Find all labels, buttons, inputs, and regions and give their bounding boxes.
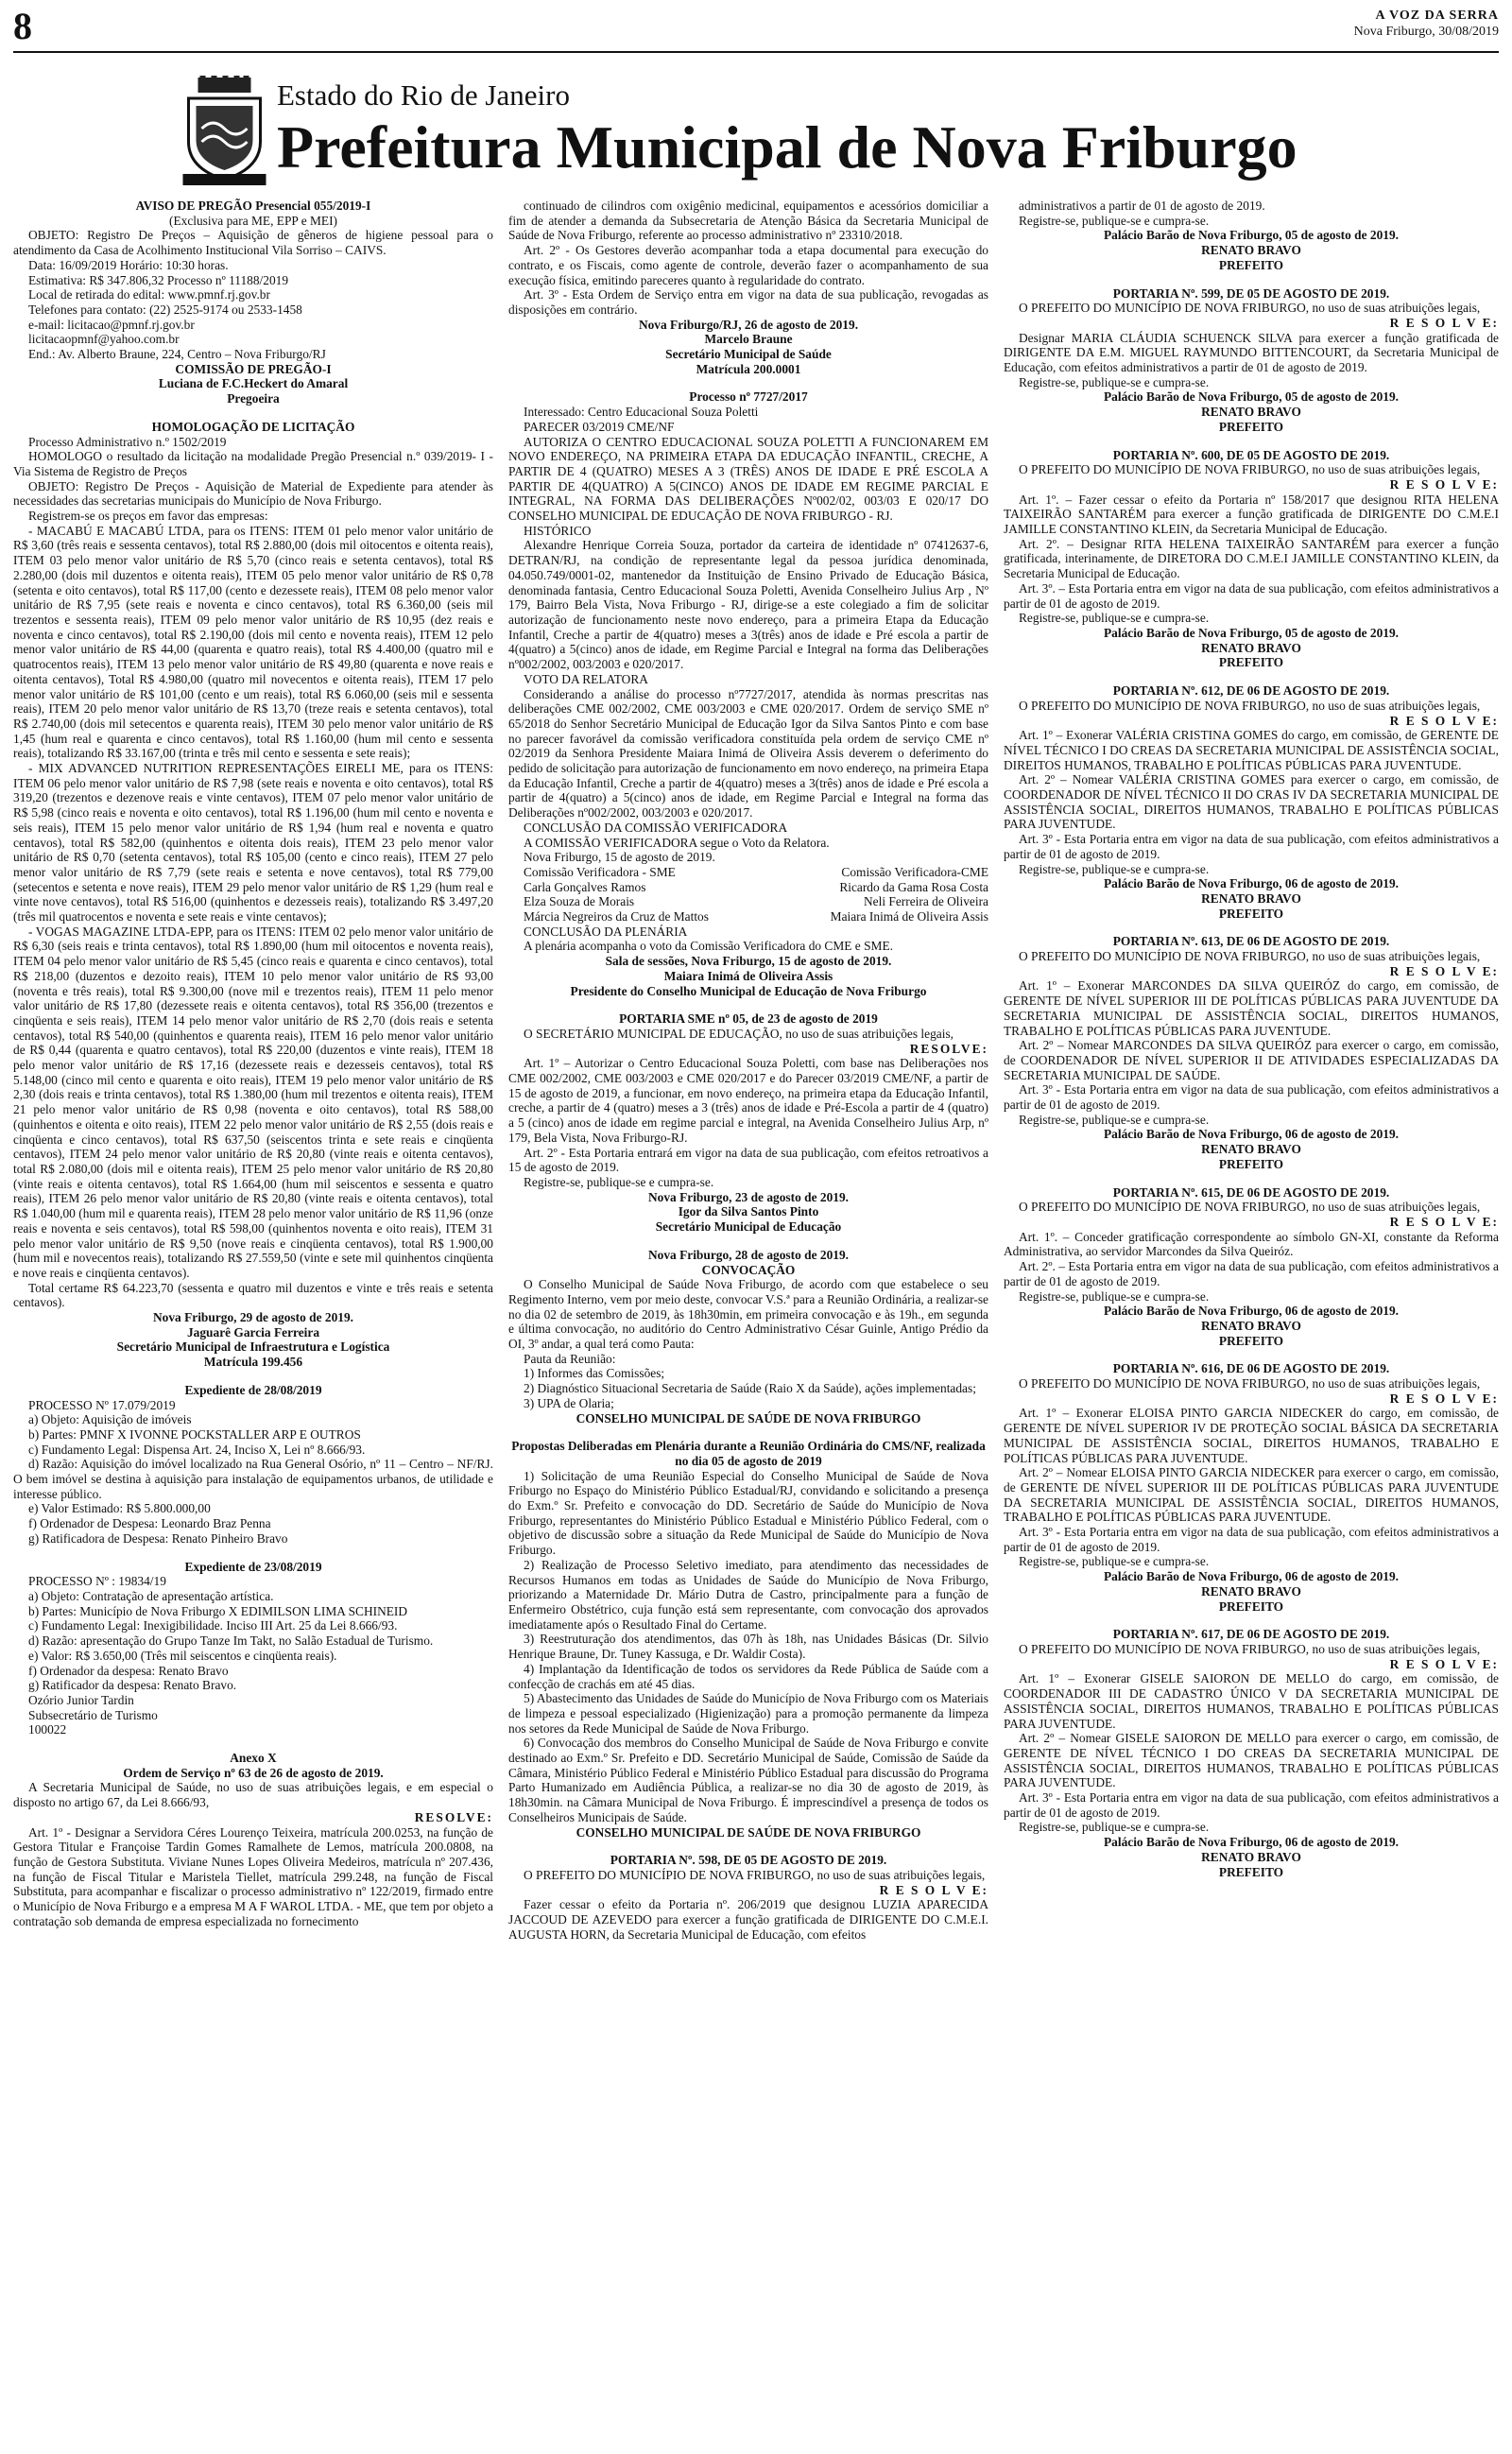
paragraph: continuado de cilindros com oxigênio medicinal, equipamentos e acessórios domiciliar a fim de atender a demanda da Subsecretaria de Atenção Básica da Secretaria Municipal de Saúde de Nova Friburgo, referente ao processo administrativo nº 23310/2018. bbox=[508, 199, 988, 243]
section-heading: Ordem de Serviço nº 63 de 26 de agosto de 2019. bbox=[123, 1765, 384, 1780]
paragraph: PROCESSO Nº 17.079/2019 bbox=[28, 1397, 176, 1412]
paragraph: - MACABÚ E MACABÚ LTDA, para os ITENS: ITEM 01 pelo menor valor unitário de R$ 3,60 (três reais e sessenta centavos), total R$ 2.880,00 (dois mil oitocentos e oitenta reais), ITEM 03 pelo menor valor unitário de R$ 5,70 (cinco reais e setenta centavos), total R$ 2.280,00 (dois mil duzentos e oitenta reais), ITEM 05 pelo menor valor unitário de R$ 0,78 (setenta e oito centavos), total R$ 117,00 (cento e dezessete reais), ITEM 08 pelo menor valor unitário de R$ 7,95 (sete reais e noventa e cinco centavos), total R$ 6.360,00 (seis mil trezentos e sessenta reais), ITEM 09 pelo menor valor unitário de R$ 10,95 (dez reais e noventa e cinco centavos), total R$ 2.190,00 (dois mil cento e noventa reais), ITEM 12 pelo menor valor unitário de R$ 44,00 (quarenta e quatro reais), total R$ 4.400,00 (quatro mil e quatrocentos reais), ITEM 13 pelo menor valor unitário de R$ 49,80 (quarenta e nove reais e oitenta centavos), Total R$ 4.980,00 (quatro mil novecentos e oitenta reais), ITEM 17 pelo menor valor unitário de R$ 101,00 (cento e um reais), total R$ 6.060,00 (seis mil e sessenta reais), ITEM 20 pelo menor valor unitário de R$ 13,70 (treze reais e setenta centavos), total R$ 2.740,00 (dois mil setecentos e quarenta reais), ITEM 30 pelo menor valor unitário de R$ 1,45 (hum real e quarenta e cinco centavos), total R$ 1.160,00 (hum mil cento e sessenta reais), totalizando R$ 33.167,00 (trinta e três mil cento e sessenta e sete reais); bbox=[13, 523, 493, 761]
section-heading: HOMOLOGAÇÃO DE LICITAÇÃO bbox=[151, 419, 355, 434]
signature-right: Comissão Verificadora-CME bbox=[841, 864, 988, 879]
paragraph: VOTO DA RELATORA bbox=[524, 671, 648, 686]
section-heading: Jaguarê Garcia Ferreira bbox=[186, 1324, 320, 1339]
spacer bbox=[13, 1370, 493, 1383]
section-heading: RENATO BRAVO bbox=[1201, 1142, 1301, 1157]
resolve-heading: R E S O L V E: bbox=[1389, 713, 1499, 728]
paragraph: Subsecretário de Turismo bbox=[28, 1707, 158, 1722]
paragraph: 3) UPA de Olaria; bbox=[524, 1395, 614, 1410]
section-heading: Presidente do Conselho Municipal de Educação de Nova Friburgo bbox=[570, 983, 927, 998]
paragraph: 1) Solicitação de uma Reunião Especial do Conselho Municipal de Saúde de Nova Friburgo no Espaço do Ministério Público Estadual/RJ, convidando e solicitando a presença do Exm.º Sr. Prefeito e convocação do DD. Secretário de Saúde do Município de Nova Friburgo, representantes do Ministério Público Estadual e Ministério Público Federal, com o objetivo de discussão sobre a situação da Rede Municipal de Saúde do Município de Nova Friburgo. bbox=[508, 1468, 988, 1558]
section-heading: AVISO DE PREGÃO Presencial 055/2019-I bbox=[135, 199, 371, 213]
paragraph: HOMOLOGO o resultado da licitação na modalidade Pregão Presencial n.º 039/2019- I - Via Sistema de Registro de Preços bbox=[13, 449, 493, 478]
paragraph: e) Valor: R$ 3.650,00 (Três mil seiscentos e cinqüenta reais). bbox=[28, 1648, 337, 1663]
section-heading: RENATO BRAVO bbox=[1201, 890, 1301, 906]
paragraph: a) Objeto: Contratação de apresentação artística. bbox=[28, 1588, 274, 1603]
section-heading: Secretário Municipal de Saúde bbox=[665, 347, 832, 362]
signature-left: Comissão Verificadora - SME bbox=[524, 864, 676, 879]
paragraph: CONCLUSÃO DA PLENÁRIA bbox=[524, 924, 688, 939]
paragraph: Art. 2º – Nomear VALÉRIA CRISTINA GOMES para exercer o cargo, em comissão, de COORDENADOR DE NÍVEL TÉCNICO II DO CRAS IV DA SECRETARIA MUNICIPAL DE ASSISTÊNCIA SOCIAL, DIREITOS HUMANOS, TRABALHO E POLÍTICAS PÚBLICAS PARA JUVENTUDE. bbox=[1004, 772, 1499, 832]
paragraph: A Secretaria Municipal de Saúde, no uso de suas atribuições legais, e em especial o disposto no artigo 67, da Lei 8.666/93, bbox=[13, 1780, 493, 1810]
paragraph: Registre-se, publique-se e cumpra-se. bbox=[1019, 213, 1210, 228]
paragraph: O PREFEITO DO MUNICÍPIO DE NOVA FRIBURGO, no uso de suas atribuições legais, bbox=[1019, 1376, 1481, 1391]
paragraph: Art. 1º – Exonerar MARCONDES DA SILVA QUEIRÓZ do cargo, em comissão, de GERENTE DE NÍVEL SUPERIOR III DE POLÍTICAS PÚBLICAS PARA JUVENTUDE DA SECRETARIA MUNICIPAL DE ASSISTÊNCIA SOCIAL, DIREITOS HUMANOS, TRABALHO E POLÍTICAS PÚBLICAS PARA JUVENTUDE. bbox=[1004, 978, 1499, 1038]
section-heading: PORTARIA Nº. 616, DE 06 DE AGOSTO DE 2019. bbox=[1112, 1361, 1390, 1376]
paragraph: 6) Convocação dos membros do Conselho Municipal de Saúde de Nova Friburgo e convite destinado ao Exm.º Sr. Prefeito e DD. Secretário Municipal de Saúde, Comissão de Saúde da Câmara, Ministério Público Federal e Ministério Público Estadual para discussão do Programa Parto Humanizado em Audiência Pública, a realizar-se no dia 30 de agosto de 2019, às 18h30min. na Câmara Municipal de Nova Friburgo. É imprescindível a presença de todos os Conselheiros Municipais de Saúde. bbox=[508, 1736, 988, 1824]
coat-of-arms-icon bbox=[175, 76, 274, 187]
article-columns bbox=[13, 199, 1499, 2448]
paragraph: Art. 3º - Esta Portaria entra em vigor na data de sua publicação, com efeitos administrativos a partir de 01 de agosto de 2019. bbox=[1004, 832, 1499, 861]
section-heading: Secretário Municipal de Educação bbox=[655, 1219, 842, 1235]
spacer bbox=[13, 406, 493, 420]
section-heading: Secretário Municipal de Infraestrutura e Logística bbox=[116, 1339, 390, 1355]
resolve-heading: RESOLVE: bbox=[909, 1041, 988, 1056]
paragraph: O PREFEITO DO MUNICÍPIO DE NOVA FRIBURGO, no uso de suas atribuições legais, bbox=[1019, 301, 1481, 316]
paragraph: Art. 2º - Os Gestores deverão acompanhar toda a etapa documental para execução do contrato, e os Fiscais, como agente de controle, deverão fazer o acompanhamento de sua execução física, emitindo pareceres quanto à regularidade do contrato. bbox=[508, 243, 988, 287]
section-heading: PREFEITO bbox=[1218, 655, 1284, 670]
paragraph: PROCESSO Nº : 19834/19 bbox=[28, 1574, 166, 1589]
section-heading: Processo nº 7727/2017 bbox=[689, 389, 808, 405]
signature-row bbox=[508, 865, 988, 880]
section-heading: COMISSÃO DE PREGÃO-I bbox=[175, 361, 332, 376]
paragraph: O PREFEITO DO MUNICÍPIO DE NOVA FRIBURGO, no uso de suas atribuições legais, bbox=[1019, 949, 1481, 964]
paragraph: Art. 3º - Esta Portaria entra em vigor na data de sua publicação, com efeitos administrativos a partir de 01 de agosto de 2019. bbox=[1004, 1790, 1499, 1820]
column-1 bbox=[13, 199, 493, 2439]
signature-row bbox=[508, 894, 988, 909]
section-heading: PREFEITO bbox=[1218, 419, 1284, 434]
section-heading: Palácio Barão de Nova Friburgo, 06 de agosto de 2019. bbox=[1103, 876, 1400, 891]
signature-left: Márcia Negreiros da Cruz de Mattos bbox=[524, 909, 709, 925]
paragraph: Registre-se, publique-se e cumpra-se. bbox=[1019, 1112, 1210, 1127]
resolve-heading: R E S O L V E: bbox=[1389, 1656, 1499, 1671]
paragraph: Art. 2º - Esta Portaria entrará em vigor na data de sua publicação, com efeitos retroativos a 15 de agosto de 2019. bbox=[508, 1145, 988, 1175]
resolve-heading: R E S O L V E: bbox=[1389, 963, 1499, 978]
paragraph: Art. 2º. – Esta Portaria entra em vigor na data de sua publicação, com efeitos administrativos a partir de 01 de agosto de 2019. bbox=[1004, 1259, 1499, 1288]
column-2 bbox=[508, 199, 988, 2439]
spacer bbox=[1004, 435, 1499, 448]
paragraph: 3) Reestruturação dos atendimentos, das 07h às 18h, nas Unidades Básicas (Dr. Silvio Henrique Braune, Dr. Tuney Kassuga, e Dr. Waldir Costa). bbox=[508, 1632, 988, 1662]
paragraph: Art. 3º - Esta Portaria entra em vigor na data de sua publicação, com efeitos administrativos a partir de 01 de agosto de 2019. bbox=[1004, 1082, 1499, 1113]
resolve-heading: RESOLVE: bbox=[414, 1809, 493, 1824]
section-heading: Expediente de 28/08/2019 bbox=[184, 1382, 322, 1397]
section-heading: CONSELHO MUNICIPAL DE SAÚDE DE NOVA FRIBURGO bbox=[576, 1410, 921, 1426]
paragraph: Registre-se, publique-se e cumpra-se. bbox=[1019, 374, 1210, 389]
centered-line: (Exclusiva para ME, EPP e MEI) bbox=[168, 213, 337, 228]
paragraph: f) Ordenador de Despesa: Leonardo Braz Penna bbox=[28, 1516, 271, 1531]
section-heading: CONSELHO MUNICIPAL DE SAÚDE DE NOVA FRIBURGO bbox=[576, 1824, 921, 1840]
signature-right: Ricardo da Gama Rosa Costa bbox=[839, 879, 988, 894]
paragraph: g) Ratificador da despesa: Renato Bravo. bbox=[28, 1678, 237, 1693]
section-heading: RENATO BRAVO bbox=[1201, 640, 1301, 655]
paragraph: Considerando a análise do processo nº7727/2017, atendida às normas prescritas nas deliberações CME 002/2002, CME 003/2003 e CME 020/2017. Ordem de serviço SME nº 65/2018 do Senhor Secretário Municipal de Educação Igor da Silva Santos Pinto e com base no parecer favorável da comissão verificadora constituída pela ordem de serviço CME nº 02/2019 da Senhora Presidente Maiara Inimá de Oliveira Assis deverem o deferimento do pedido de solicitação para autorização de funcionamento em novo endereço, na primeira Etapa da Educação Infantil, Creche a partir de 4(quatro) meses a 3(três) anos de idade e Pré escola a partir de 4(quatro) a 5(cinco) anos de idade, em Regime Parcial e Integral na forma das Deliberações nº002/2002, 003/2003 e 020/2017. bbox=[508, 686, 988, 821]
section-heading: Palácio Barão de Nova Friburgo, 05 de agosto de 2019. bbox=[1103, 625, 1400, 640]
section-heading: Nova Friburgo/RJ, 26 de agosto de 2019. bbox=[638, 317, 859, 332]
resolve-heading: R E S O L V E: bbox=[879, 1882, 988, 1897]
resolve-heading: R E S O L V E: bbox=[1389, 315, 1499, 330]
signature-right: Neli Ferreira de Oliveira bbox=[864, 894, 988, 909]
spacer bbox=[508, 1235, 988, 1248]
section-heading: Sala de sessões, Nova Friburgo, 15 de agosto de 2019. bbox=[605, 954, 892, 969]
paragraph: 100022 bbox=[28, 1722, 67, 1737]
spacer bbox=[508, 1840, 988, 1853]
spacer bbox=[1004, 670, 1499, 683]
paragraph: d) Razão: Aquisição do imóvel localizado na Rua General Osório, nº 11 – Centro – NF/RJ. O bem imóvel se destina à aquisição para instalação de equipamentos urbanos, de utilidade e interesse público. bbox=[13, 1457, 493, 1501]
paragraph: A plenária acompanha o voto da Comissão Verificadora do CME e SME. bbox=[524, 939, 893, 954]
section-heading: Matrícula 199.456 bbox=[203, 1355, 303, 1370]
paragraph: c) Fundamento Legal: Inexigibilidade. Inciso III Art. 25 da Lei 8.666/93. bbox=[28, 1618, 398, 1633]
paragraph: Art. 2º – Nomear MARCONDES DA SILVA QUEIRÓZ para exercer o cargo, em comissão, de COORDENADOR DE NÍVEL SUPERIOR II DE ATIVIDADES ESPECIALIZADAS DA SECRETARIA MUNICIPAL DE SAÚDE. bbox=[1004, 1038, 1499, 1082]
paragraph: 5) Abastecimento das Unidades de Saúde do Município de Nova Friburgo com os Materiais de limpeza e pessoal especializado (Higienização) para a promoção permanente da limpeza nos setores da Rede Municipal de Saúde de Nova Friburgo. bbox=[508, 1691, 988, 1736]
paragraph: CONCLUSÃO DA COMISSÃO VERIFICADORA bbox=[524, 820, 788, 835]
paragraph: f) Ordenador da despesa: Renato Bravo bbox=[28, 1663, 229, 1678]
spacer bbox=[1004, 1172, 1499, 1185]
paragraph: Art. 2º. – Designar RITA HELENA TAIXEIRÃO SANTARÉM para exercer a função gratificada, interinamente, de DIRETORA DO C.M.E.I JAMILLE CONSTANTINO KLEIN, da Secretaria Municipal de Educação. bbox=[1004, 536, 1499, 581]
section-heading: RENATO BRAVO bbox=[1201, 1849, 1301, 1864]
section-heading: PORTARIA Nº. 615, DE 06 DE AGOSTO DE 2019. bbox=[1112, 1184, 1390, 1200]
paragraph: Art. 1º - Designar a Servidora Céres Lourenço Teixeira, matrícula 200.0253, na função de Gestora Titular e Françoise Tardin Gomes Ramalhete de Lemos, matrícula 200.0808, na função de Gestora Substituta. Viviane Nunes Lopes Oliveira Medeiros, matrícula nº 207.436, na função de Fiscal Titular e Maristela Tiellet, matrícula 299.248, na função de Fiscal Substituta, para acompanhar e fiscalizar o processo administrativo nº 122/2019, firmado entre o Município de Nova Friburgo e a empresa M A F WAROL LTDA. - ME, que tem por objeto a contratação sob demanda de empresa especializada no fornecimento bbox=[13, 1824, 493, 1928]
section-heading: Luciana de F.C.Heckert do Amaral bbox=[158, 376, 349, 391]
paragraph: Art. 1º – Autorizar o Centro Educacional Souza Poletti, com base nas Deliberações nos CME 002/2002, CME 003/2003 e CME 020/2017 e do Parecer 03/2019 CME/NF, a partir de 15 de agosto de 2019, a funcionar, em novo endereço, na primeira etapa da Educação Infantil, creche, a partir de 4 (quatro) meses a 3 (três) anos de idade e Pré-Escola a partir de 4 (quatro) a 5 (cinco) anos de idade em regime parcial e integral, na Avenida Conselheiro Julius Arp, nº 179, Bela Vista, Nova Friburgo-RJ. bbox=[508, 1056, 988, 1145]
paragraph: O PREFEITO DO MUNICÍPIO DE NOVA FRIBURGO, no uso de suas atribuições legais, bbox=[524, 1867, 986, 1882]
paragraph: b) Partes: Município de Nova Friburgo X EDIMILSON LIMA SCHINEID bbox=[28, 1603, 408, 1618]
paragraph: - MIX ADVANCED NUTRITION REPRESENTAÇÕES EIRELI ME, para os ITENS: ITEM 06 pelo menor valor unitário de R$ 7,98 (sete reais e noventa e oito centavos), total R$ 319,20 (trezentos e dezenove reais e vinte centavos), ITEM 07 pelo menor valor unitário de R$ 5,98 (cinco reais e noventa e oito centavos), total R$ 1.196,00 (hum mil cento e noventa e seis reais), ITEM 15 pelo menor valor unitário de R$ 1,94 (hum real e noventa e quatro centavos), total R$ 582,00 (quinhentos e oitenta dois reais), ITEM 23 pelo menor valor unitário de R$ 0,70 (setenta centavos), total R$ 105,00 (cento e cinco reais), ITEM 27 pelo menor valor unitário de R$ 7,79 (sete reais e setenta e nove centavos), total R$ 779,00 (setecentos e setenta e nove reais), ITEM 29 pelo menor valor unitário de R$ 1,29 (hum real e vinte nove centavos), total R$ 516,00 (quinhentos e dezesseis reais), totalizando R$ 3.497,20 (três mil quatrocentos e noventa e sete reais e vinte centavos); bbox=[13, 761, 493, 925]
state-name: Estado do Rio de Janeiro bbox=[277, 78, 570, 112]
paragraph: Interessado: Centro Educacional Souza Poletti bbox=[524, 405, 759, 420]
paragraph: Designar MARIA CLÁUDIA SCHUENCK SILVA para exercer a função gratificada de DIRIGENTE DA E.M. MIGUEL RAYMUNDO BITTENCOURT, da Secretaria Municipal de Educação, com efeitos administrativos a partir de 01 de agosto de 2019. bbox=[1004, 330, 1499, 375]
paragraph: Art. 2º – Nomear ELOISA PINTO GARCIA NIDECKER para exercer o cargo, em comissão, de GERENTE DE NÍVEL SUPERIOR III DE POLÍTICAS PÚBLICAS PARA JUVENTUDE DA SECRETARIA MUNICIPAL DE ASSISTÊNCIA SOCIAL, DIREITOS HUMANOS, TRABALHO E POLÍTICAS PÚBLICAS PARA JUVENTUDE. bbox=[1004, 1465, 1499, 1525]
city-hall-title: Prefeitura Municipal de Nova Friburgo bbox=[277, 113, 1297, 181]
paragraph: 1) Informes das Comissões; bbox=[524, 1366, 665, 1381]
section-heading: PREFEITO bbox=[1218, 1599, 1284, 1614]
paragraph: e) Valor Estimado: R$ 5.800.000,00 bbox=[28, 1501, 211, 1516]
paragraph: O PREFEITO DO MUNICÍPIO DE NOVA FRIBURGO, no uso de suas atribuições legais, bbox=[1019, 462, 1481, 477]
paragraph: Art. 2º – Nomear GISELE SAIORON DE MELLO para exercer o cargo, em comissão, de GERENTE DE NÍVEL TÉCNICO I DO CREAS DA SECRETARIA MUNICIPAL DE ASSISTÊNCIA SOCIAL, DIREITOS HUMANOS, TRABALHO E POLÍTICAS PÚBLICAS PARA JUVENTUDE. bbox=[1004, 1731, 1499, 1790]
page-number: 8 bbox=[13, 5, 32, 47]
signature-left: Carla Gonçalves Ramos bbox=[524, 879, 646, 894]
section-heading: PORTARIA Nº. 599, DE 05 DE AGOSTO DE 2019. bbox=[1112, 285, 1390, 301]
signature-row bbox=[508, 909, 988, 925]
section-heading: PREFEITO bbox=[1218, 257, 1284, 272]
paragraph: PARECER 03/2019 CME/NF bbox=[524, 419, 675, 434]
section-heading: Nova Friburgo, 28 de agosto de 2019. bbox=[647, 1247, 849, 1262]
paragraph: Registrem-se os preços em favor das empresas: bbox=[28, 509, 268, 524]
publication-name: A VOZ DA SERRA bbox=[1375, 9, 1499, 23]
paragraph: O SECRETÁRIO MUNICIPAL DE EDUCAÇÃO, no uso de suas atribuições legais, bbox=[524, 1026, 954, 1041]
section-heading: Expediente de 23/08/2019 bbox=[184, 1559, 322, 1574]
masthead bbox=[1354, 8, 1499, 40]
paragraph: Telefones para contato: (22) 2525-9174 ou 2533-1458 bbox=[28, 302, 302, 317]
paragraph: Nova Friburgo, 15 de agosto de 2019. bbox=[524, 850, 715, 865]
section-heading: PORTARIA Nº. 612, DE 06 DE AGOSTO DE 2019. bbox=[1112, 683, 1390, 699]
resolve-heading: R E S O L V E: bbox=[1389, 1391, 1499, 1406]
section-heading: PREFEITO bbox=[1218, 1333, 1284, 1348]
section-heading: PREFEITO bbox=[1218, 1156, 1284, 1171]
section-heading: Palácio Barão de Nova Friburgo, 06 de agosto de 2019. bbox=[1103, 1127, 1400, 1142]
paragraph: Registre-se, publique-se e cumpra-se. bbox=[524, 1175, 714, 1189]
paragraph: OBJETO: Registro De Preços – Aquisição de gêneros de higiene pessoal para o atendimento da Casa de Acolhimento Institucional Vila Sorriso – CAIVS. bbox=[13, 228, 493, 258]
column-3 bbox=[1004, 199, 1499, 2439]
section-heading: PORTARIA Nº. 600, DE 05 DE AGOSTO DE 2019. bbox=[1112, 447, 1390, 462]
paragraph: Estimativa: R$ 347.806,32 Processo nº 11188/2019 bbox=[28, 272, 289, 287]
spacer bbox=[1004, 1614, 1499, 1627]
section-heading: PORTARIA SME nº 05, de 23 de agosto de 2019 bbox=[619, 1011, 878, 1027]
paragraph: O PREFEITO DO MUNICÍPIO DE NOVA FRIBURGO, no uso de suas atribuições legais, bbox=[1019, 698, 1481, 713]
paragraph: Alexandre Henrique Correia Souza, portador da carteira de identidade nº 07412637-6, DETRAN/RJ, na condição de representante legal da pessoa jurídica denominada, 04.050.749/0001-02, mantenedor da Instituição de Ensino Privado de Educação Básica, denominada fantasia, Centro Educacional Souza Poletti, Avenida Conselheiro Julius Arp , Nº 179, Bairro Bela Vista, Nova Friburgo - RJ, dirige-se a este colegiado a fim de solicitar autorização de funcionamento neste novo endereço, para a primeira Etapa da Educação Infantil, Creche a partir de 4(quatro) meses a 3(três) anos de idade e Pré escola a partir de 4(quatro) a 5(cinco) anos de idade, em Regime Parcial e Integral na forma das Deliberações nº002/2002, 003/2003 e 020/2017. bbox=[508, 538, 988, 672]
spacer bbox=[508, 1426, 988, 1439]
section-heading: Palácio Barão de Nova Friburgo, 05 de agosto de 2019. bbox=[1103, 228, 1400, 243]
section-heading: Maiara Inimá de Oliveira Assis bbox=[663, 968, 833, 983]
dateline: Nova Friburgo, 30/08/2019 bbox=[1353, 25, 1499, 39]
section-heading: PORTARIA Nº. 613, DE 06 DE AGOSTO DE 2019. bbox=[1112, 934, 1390, 949]
signature-right: Maiara Inimá de Oliveira Assis bbox=[830, 909, 988, 925]
paragraph: Registre-se, publique-se e cumpra-se. bbox=[1019, 861, 1210, 876]
paragraph: O PREFEITO DO MUNICÍPIO DE NOVA FRIBURGO, no uso de suas atribuições legais, bbox=[1019, 1641, 1481, 1656]
paragraph: b) Partes: PMNF X IVONNE POCKSTALLER ARP E OUTROS bbox=[28, 1426, 361, 1442]
paragraph: HISTÓRICO bbox=[524, 523, 592, 538]
paragraph: Art. 1º – Exonerar GISELE SAIORON DE MELLO do cargo, em comissão, de COORDENADOR III DE CADASTRO ÚNICO V DA SECRETARIA MUNICIPAL DE ASSISTÊNCIA SOCIAL, DIREITOS HUMANOS, TRABALHO E POLÍTICAS PÚBLICAS PARA JUVENTUDE. bbox=[1004, 1671, 1499, 1731]
resolve-heading: R E S O L V E: bbox=[1389, 1215, 1499, 1229]
spacer bbox=[13, 1737, 493, 1751]
section-heading: PORTARIA Nº. 598, DE 05 DE AGOSTO DE 2019. bbox=[610, 1853, 887, 1868]
section-heading: Palácio Barão de Nova Friburgo, 06 de agosto de 2019. bbox=[1103, 1835, 1400, 1850]
spacer bbox=[1004, 1348, 1499, 1361]
paragraph: - VOGAS MAGAZINE LTDA-EPP, para os ITENS: ITEM 02 pelo menor valor unitário de R$ 6,30 (seis reais e trinta centavos), total R$ 1.890,00 (hum mil oitocentos e noventa reais), ITEM 04 pelo menor valor unitário de R$ 5,45 (cinco reais e quarenta e cinco centavos), total R$ 218,00 (duzentos e dezoito reais), ITEM 10 pelo menor valor unitário de R$ 93,00 (noventa e três reais), total R$ 9.300,00 (nove mil e trezentos reais), ITEM 11 pelo menor valor unitário de R$ 17,80 (dezessete reais e oitenta centavos), total R$ 356,00 (trezentos e cinqüenta e seis reais), ITEM 14 pelo menor valor unitário de R$ 2,70 (dois reais e setenta centavos), total R$ 540,00 (quinhentos e quarenta reais), ITEM 16 pelo menor valor unitário de R$ 0,44 (quarenta e quatro centavos), total R$ 220,00 (duzentos e vinte reais), ITEM 18 pelo menor valor unitário de R$ 17,16 (dezessete reais e dezesseis centavos), total R$ 5.148,00 (cinco mil cento e quarenta e oito reais), ITEM 19 pelo menor valor unitário de R$ 2,30 (dois reais e trinta centavos), total R$ 1.380,00 (hum mil trezentos e oitenta reais), ITEM 21 pelo menor valor unitário de R$ 0,98 (noventa e oito centavos), total R$ 588,00 (quinhentos e oitenta e oito reais), ITEM 22 pelo menor valor unitário de R$ 2,55 (dois reais e cinqüenta e cinco centavos), total R$ 637,50 (seiscentos trinta e sete reais e cinqüenta centavos), ITEM 24 pelo menor valor unitário de R$ 20,80 (vinte reais e oitenta centavos), total R$ 2.080,00 (dois mil e oitenta reais), ITEM 25 pelo menor valor unitário de R$ 20,80 (vinte reais e oitenta centavos), total R$ 1.664,00 (hum mil seiscentos e sessenta e quatro reais), ITEM 26 pelo menor valor unitário de R$ 20,80 (vinte reais e oitenta centavos), total R$ 1.040,00 (hum mil e quarenta reais), ITEM 28 pelo menor valor unitário de R$ 11,96 (onze reais e noventa e seis centavos), total R$ 598,00 (quinhentos noventa e oito reais), ITEM 31 pelo menor valor unitário de R$ 9,50 (nove reais e cinqüenta centavos), total R$ 1.900,00 (hum mil e novecentos reais), totalizando R$ 27.559,50 (vinte e sete mil quinhentos cinqüenta e nove reais e cinqüenta centavos). bbox=[13, 924, 493, 1280]
paragraph: End.: Av. Alberto Braune, 224, Centro – Nova Friburgo/RJ bbox=[28, 347, 326, 362]
paragraph: c) Fundamento Legal: Dispensa Art. 24, Inciso X, Lei nº 8.666/93. bbox=[28, 1442, 366, 1457]
paragraph: Art. 1º. – Conceder gratificação correspondente ao símbolo GN-XI, constante da Reforma Administrativa, ao servidor Marcondes da Silva Queiróz. bbox=[1004, 1229, 1499, 1259]
paragraph: d) Razão: apresentação do Grupo Tanze Im Takt, no Salão Estadual de Turismo. bbox=[28, 1633, 434, 1649]
section-heading: RENATO BRAVO bbox=[1201, 405, 1301, 420]
paragraph: OBJETO: Registro De Preços - Aquisição de Material de Expediente para atender às necessidades das secretarias municipais do Município de Nova Friburgo. bbox=[13, 478, 493, 509]
paragraph: a) Objeto: Aquisição de imóveis bbox=[28, 1412, 192, 1427]
section-heading: Matrícula 200.0001 bbox=[696, 361, 801, 376]
section-heading: RENATO BRAVO bbox=[1201, 243, 1301, 258]
paragraph: AUTORIZA O CENTRO EDUCACIONAL SOUZA POLETTI A FUNCIONAREM EM NOVO ENDEREÇO, NA PRIMEIRA ETAPA DA EDUCAÇÃO INFANTIL, CRECHE, A PARTIR DE 4 (QUATRO) MESES A 3 (TRÊS) ANOS DE IDADE E PRÉ ESCOLA A PARTIR DE 4(QUATRO) A 5(CINCO) ANOS DE IDADE EM REGIME PARCIAL E INTEGRAL, NA FORMA DAS DELIBERAÇÕES Nº002/02, 003/03 E 020/17 DO CONSELHO MUNICIPAL DE EDUCAÇÃO DE NOVA FRIBURGO - RJ. bbox=[508, 434, 988, 524]
paragraph: Total certame R$ 64.223,70 (sessenta e quatro mil duzentos e vinte e três reais e setenta centavos). bbox=[13, 1280, 493, 1310]
signature-left: Elza Souza de Morais bbox=[524, 894, 635, 909]
paragraph: Local de retirada do edital: www.pmnf.rj.gov.br bbox=[28, 287, 270, 302]
paragraph: Art. 3º - Esta Portaria entra em vigor na data de sua publicação, com efeitos administrativos a partir de 01 de agosto de 2019. bbox=[1004, 1525, 1499, 1554]
paragraph: Registre-se, publique-se e cumpra-se. bbox=[1019, 1554, 1210, 1569]
paragraph: Registre-se, publique-se e cumpra-se. bbox=[1019, 611, 1210, 626]
paragraph: O PREFEITO DO MUNICÍPIO DE NOVA FRIBURGO, no uso de suas atribuições legais, bbox=[1019, 1200, 1481, 1215]
signature-row bbox=[508, 880, 988, 895]
section-heading: Palácio Barão de Nova Friburgo, 06 de agosto de 2019. bbox=[1103, 1569, 1400, 1584]
paragraph: g) Ratificadora de Despesa: Renato Pinheiro Bravo bbox=[28, 1530, 288, 1546]
spacer bbox=[508, 998, 988, 1011]
top-bar bbox=[13, 5, 1499, 53]
paragraph: Art. 1º – Exonerar ELOISA PINTO GARCIA NIDECKER do cargo, em comissão, de GERENTE DE NÍVEL SUPERIOR IV DE PROTEÇÃO SOCIAL BÁSICA DA SECRETARIA MUNICIPAL DE ASSISTÊNCIA SOCIAL, DIREITOS HUMANOS, TRABALHO E POLÍTICAS PÚBLICAS PARA JUVENTUDE. bbox=[1004, 1406, 1499, 1465]
resolve-heading: R E S O L V E: bbox=[1389, 476, 1499, 492]
paragraph: Art. 1º – Exonerar VALÉRIA CRISTINA GOMES do cargo, em comissão, de GERENTE DE NÍVEL TÉCNICO I DO CREAS DA SECRETARIA MUNICIPAL DE ASSISTÊNCIA SOCIAL, DIREITOS HUMANOS, TRABALHO E POLÍTICAS PÚBLICAS PARA JUVENTUDE. bbox=[1004, 728, 1499, 772]
section-heading: PREFEITO bbox=[1218, 1864, 1284, 1879]
paragraph: Fazer cessar o efeito da Portaria nº. 206/2019 que designou LUZIA APARECIDA JACCOUD DE AZEVEDO para exercer a função gratificada de DIRIGENTE DO C.M.E.I. AUGUSTA HORN, da Secretaria Municipal de Educação, com efeitos bbox=[508, 1897, 988, 1942]
paragraph: 2) Diagnóstico Situacional Secretaria de Saúde (Raio X da Saúde), ações implementadas; bbox=[524, 1381, 976, 1396]
section-heading: Palácio Barão de Nova Friburgo, 05 de agosto de 2019. bbox=[1103, 389, 1400, 405]
section-heading: Pregoeira bbox=[227, 391, 280, 406]
spacer bbox=[1004, 273, 1499, 286]
section-heading: Nova Friburgo, 29 de agosto de 2019. bbox=[152, 1310, 353, 1325]
section-heading: Nova Friburgo, 23 de agosto de 2019. bbox=[647, 1189, 849, 1204]
spacer bbox=[508, 376, 988, 389]
section-heading: Palácio Barão de Nova Friburgo, 06 de agosto de 2019. bbox=[1103, 1304, 1400, 1319]
paragraph: O Conselho Municipal de Saúde Nova Friburgo, de acordo com que estabelece o seu Regimento Interno, vem por meio deste, convocar V.S.ª para a Reunião Ordinária, a realizar-se no dia 02 de setembro de 2019, às 18h30min, em primeira convocação e às 19h., em segunda e última convocação, no auditório do Centro Administrativo César Guinle, Antigo Prédio da OI, 3º andar, a qual terá como Pauta: bbox=[508, 1277, 988, 1352]
paragraph: licitacaopmnf@yahoo.com.br bbox=[28, 332, 180, 347]
paragraph: Art. 3º - Esta Ordem de Serviço entra em vigor na data de sua publicação, revogadas as disposições em contrário. bbox=[508, 287, 988, 317]
section-heading: PREFEITO bbox=[1218, 906, 1284, 921]
section-heading: Marcelo Braune bbox=[704, 332, 793, 347]
paragraph: administrativos a partir de 01 de agosto de 2019. bbox=[1019, 199, 1265, 213]
paragraph: e-mail: licitacao@pmnf.rj.gov.br bbox=[28, 317, 195, 332]
paragraph: Registre-se, publique-se e cumpra-se. bbox=[1019, 1820, 1210, 1835]
section-heading: RENATO BRAVO bbox=[1201, 1583, 1301, 1599]
paragraph: Registre-se, publique-se e cumpra-se. bbox=[1019, 1288, 1210, 1304]
paragraph: Processo Administrativo n.º 1502/2019 bbox=[28, 434, 227, 449]
section-heading: PORTARIA Nº. 617, DE 06 DE AGOSTO DE 2019. bbox=[1112, 1627, 1390, 1642]
paragraph: 2) Realização de Processo Seletivo imediato, para atendimento das necessidades de Recursos Humanos em todas as Unidades de Saúde do Município de Nova Friburgo, priorizando a Maternidade Dr. Mário Dutra de Castro, principalmente para a função de Enfermeiro Obstétrico, cuja função está sem representante, com convocação dos aprovados imediatamente após o Resultado Final do Certame. bbox=[508, 1557, 988, 1632]
paragraph: Art. 3º. – Esta Portaria entra em vigor na data de sua publicação, com efeitos administrativos a partir de 01 de agosto de 2019. bbox=[1004, 580, 1499, 611]
spacer bbox=[1004, 921, 1499, 934]
section-heading: Igor da Silva Santos Pinto bbox=[678, 1204, 819, 1219]
section-heading: RENATO BRAVO bbox=[1201, 1318, 1301, 1333]
paragraph: A COMISSÃO VERIFICADORA segue o Voto da Relatora. bbox=[524, 835, 830, 850]
paragraph: 4) Implantação da Identificação de todos os servidores da Rede Pública de Saúde com a confecção de crachás em até 45 dias. bbox=[508, 1661, 988, 1691]
spacer bbox=[13, 1547, 493, 1560]
paragraph: Data: 16/09/2019 Horário: 10:30 horas. bbox=[28, 257, 229, 272]
section-heading: Propostas Deliberadas em Plenária durante a Reunião Ordinária do CMS/NF, realizada no dia 05 de agosto de 2019 bbox=[511, 1439, 986, 1468]
section-heading: Anexo X bbox=[230, 1751, 277, 1766]
section-heading: CONVOCAÇÃO bbox=[701, 1262, 796, 1277]
page-header bbox=[180, 76, 1408, 199]
paragraph: Ozório Junior Tardin bbox=[28, 1692, 134, 1707]
paragraph: Pauta da Reunião: bbox=[524, 1351, 616, 1366]
paragraph: Art. 1º. – Fazer cessar o efeito da Portaria nº 158/2017 que designou RITA HELENA TAIXEIRÃO SANTARÉM para exercer a função gratificada de DIRIGENTE DO C.M.E.I JAMILLE CONSTANTINO KLEIN, da Secretaria Municipal de Educação. bbox=[1004, 492, 1499, 537]
